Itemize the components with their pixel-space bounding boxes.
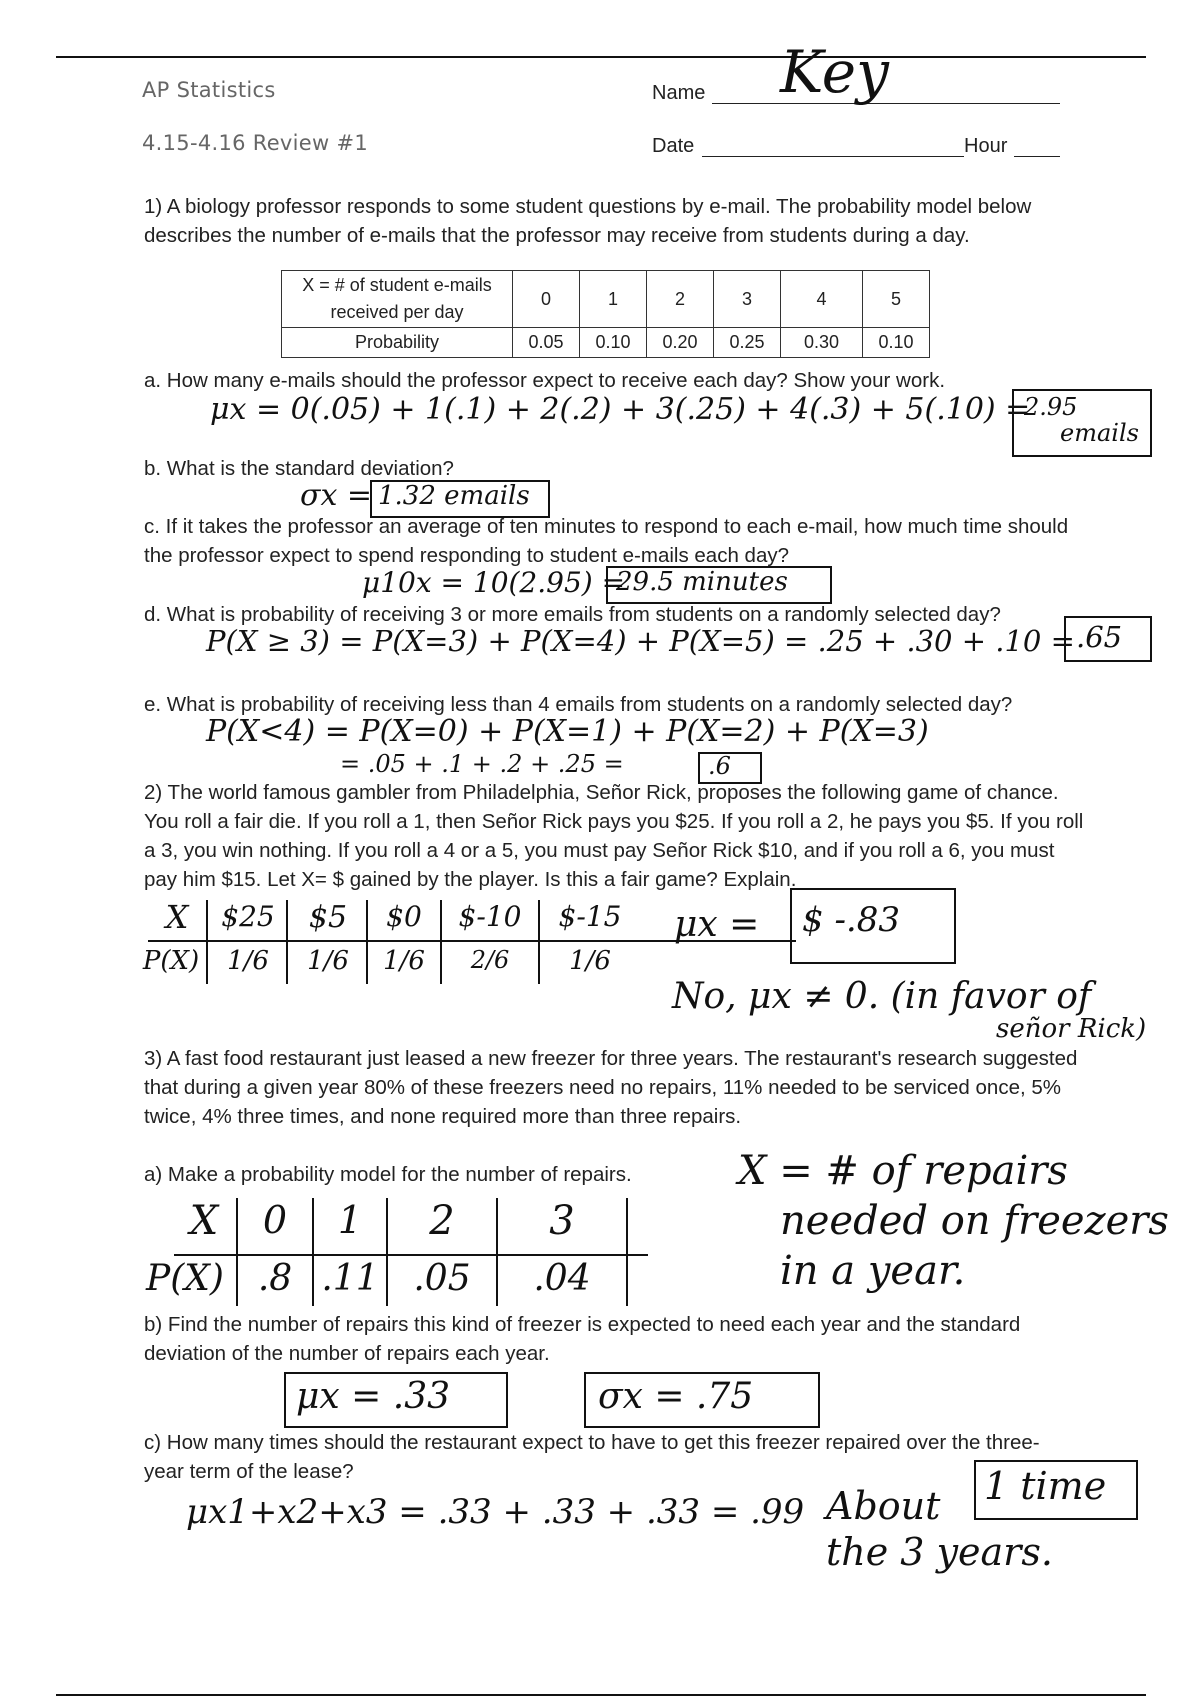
q1-table-p-header: Probability: [282, 328, 513, 358]
hour-label: Hour: [964, 135, 1008, 157]
q3c-work: μx1+x2+x3 = .33 + .33 + .33 = .99: [186, 1492, 805, 1532]
q1-p-cell: 0.10: [863, 328, 930, 358]
q3-p-cell: .04: [533, 1258, 591, 1299]
q1a-answer-unit: emails: [1060, 419, 1139, 447]
bottom-rule: [56, 1694, 1146, 1696]
q1-prompt-line1: 1) A biology professor responds to some student questions by e-mail. The probability model below: [144, 195, 1032, 218]
q1-prompt-line2: describes the number of e-mails that the professor may receive from students during a day.: [144, 224, 970, 247]
q3-prompt: [144, 1044, 1174, 1131]
q1a-answer-box: [1012, 389, 1152, 457]
q2-x-cell: $25: [221, 900, 275, 933]
name-label: Name: [652, 82, 706, 104]
q1-x-cell: 3: [714, 271, 781, 328]
review-title: 4.15-4.16 Review #1: [142, 131, 369, 155]
q1c-prompt-line2: the professor expect to spend responding to student e-mails each day?: [144, 544, 790, 567]
q2-p-cell: 1/6: [569, 946, 611, 976]
q1d-answer: .65: [1076, 620, 1123, 654]
q3-x-label: X: [189, 1198, 219, 1244]
q1e-work2: = .05 + .1 + .2 + .25 =: [340, 750, 624, 778]
q2-x-cell: $-10: [458, 900, 522, 933]
q3-definition: [738, 1146, 1169, 1296]
q1b-answer: 1.32 emails: [378, 481, 530, 511]
q2-conclusion: No, μx ≠ 0. (in favor of: [672, 976, 1092, 1017]
q3b-sigma: σx = .75: [598, 1376, 754, 1417]
q1-x-cell: 5: [863, 271, 930, 328]
q1e-work1: P(X<4) = P(X=0) + P(X=1) + P(X=2) + P(X=3): [206, 714, 929, 749]
q3-definition-line1: X = # of repairs: [738, 1148, 1068, 1194]
q3c-prompt-line1: c) How many times should the restaurant expect to have to get this freezer repaired over the three-: [144, 1431, 1040, 1454]
q3c-answer-pre: About: [826, 1484, 941, 1528]
q3-p-cell: .11: [321, 1258, 379, 1299]
q1-table-x-header: [282, 271, 513, 328]
q2-mu-answer-box: [790, 888, 956, 964]
q1-p-cell: 0.10: [580, 328, 647, 358]
q3b-sigma-box: [584, 1372, 820, 1428]
q1-x-header-line1: X = # of student e-mails: [302, 275, 492, 295]
q1b-lhs: σx =: [300, 478, 373, 513]
q1-x-cell: 4: [781, 271, 863, 328]
q3-probability-table: [134, 1196, 664, 1308]
q2-table-vline: [286, 900, 288, 984]
q3b-mu: μx = .33: [296, 1376, 451, 1417]
q1-p-cell: 0.30: [781, 328, 863, 358]
q3-table-hline: [174, 1254, 648, 1256]
q3b-mu-box: [284, 1372, 508, 1428]
q3b-prompt: [144, 1310, 1164, 1368]
q3-x-cell: 2: [429, 1198, 455, 1244]
q2-conclusion2: señor Rick): [996, 1014, 1147, 1044]
q2-p-cell: 1/6: [227, 946, 269, 976]
q2-prompt-line3: a 3, you win nothing. If you roll a 4 or a 5, you must pay Señor Rick $10, and if you roll a 6, you must: [144, 839, 1055, 862]
q2-x-cell: $-15: [558, 900, 622, 933]
q1c-answer: 29.5 minutes: [616, 567, 788, 597]
q1-x-header-line2: received per day: [330, 302, 464, 322]
date-label: Date: [652, 135, 695, 157]
q2-table-vline: [206, 900, 208, 984]
q2-x-label: X: [165, 898, 189, 936]
q1-x-cell: 1: [580, 271, 647, 328]
q2-mu-lhs: μx =: [674, 904, 760, 945]
q2-p-cell: 2/6: [470, 946, 510, 974]
q3c-answer-box: [974, 1460, 1138, 1520]
q1c-prompt-line1: c. If it takes the professor an average of ten minutes to respond to each e-mail, how much time should: [144, 515, 1069, 538]
q1c-answer-box: [606, 566, 832, 604]
q3-prompt-line3: twice, 4% three times, and none required more than three repairs.: [144, 1105, 742, 1128]
q1a-prompt: a. How many e-mails should the professor expect to receive each day? Show your work.: [144, 369, 946, 392]
q3-prompt-line1: 3) A fast food restaurant just leased a new freezer for three years. The restaurant's research suggested: [144, 1047, 1078, 1070]
q3-x-cell: 0: [262, 1198, 288, 1242]
q3-definition-line3: in a year.: [780, 1248, 966, 1294]
q2-prompt: [144, 778, 1174, 894]
q1e-prompt: e. What is probability of receiving less than 4 emails from students on a randomly selected day?: [144, 693, 1013, 716]
q3c-prompt-line2: year term of the lease?: [144, 1460, 354, 1483]
q3-p-cell: .05: [413, 1258, 471, 1299]
q1-probability-table: [281, 270, 930, 358]
q2-x-cell: $0: [386, 900, 422, 933]
q3a-prompt: a) Make a probability model for the number of repairs.: [144, 1163, 632, 1186]
q2-p-cell: 1/6: [307, 946, 349, 976]
q3-table-vline: [626, 1198, 628, 1306]
q3-p-label: P(X): [146, 1258, 224, 1299]
q3-definition-line2: needed on freezers: [780, 1198, 1169, 1244]
q1b-prompt: b. What is the standard deviation?: [144, 457, 454, 480]
q2-prompt-line1: 2) The world famous gambler from Philadelphia, Señor Rick, proposes the following game of chance.: [144, 781, 1059, 804]
q2-x-cell: $5: [308, 900, 348, 935]
name-value: Key: [780, 38, 889, 106]
q1a-work: μx = 0(.05) + 1(.1) + 2(.2) + 3(.25) + 4(.3) + 5(.10) =: [210, 392, 1031, 427]
q3-p-cell: .8: [257, 1258, 293, 1299]
q2-prompt-line2: You roll a fair die. If you roll a 1, then Señor Rick pays you $25. If you roll a 2, he pays you $5. If you roll: [144, 810, 1084, 833]
q1e-answer: .6: [708, 752, 731, 780]
q1-p-cell: 0.05: [513, 328, 580, 358]
q3b-prompt-line1: b) Find the number of repairs this kind of freezer is expected to need each year and the standard: [144, 1313, 1021, 1336]
q2-p-label: P(X): [142, 946, 200, 976]
q3c-answer-post: the 3 years.: [826, 1530, 1053, 1574]
q3-x-cell: 1: [337, 1198, 363, 1242]
q3-x-cell: 3: [549, 1198, 575, 1244]
q3-prompt-line2: that during a given year 80% of these freezers need no repairs, 11% needed to be serviced once, 5%: [144, 1076, 1062, 1099]
q1c-work: μ10x = 10(2.95) =: [362, 566, 626, 599]
q1d-answer-box: [1064, 616, 1152, 662]
q1-p-cell: 0.25: [714, 328, 781, 358]
q1-x-cell: 0: [513, 271, 580, 328]
q3b-prompt-line2: deviation of the number of repairs each year.: [144, 1342, 550, 1365]
top-rule: [56, 56, 1146, 58]
course-title: AP Statistics: [142, 78, 276, 102]
q2-mu-answer: $ -.83: [802, 900, 900, 940]
hour-line: [1014, 156, 1060, 157]
q2-probability-table: [140, 896, 660, 986]
q1d-work: P(X ≥ 3) = P(X=3) + P(X=4) + P(X=5) = .25 + .30 + .10 =: [206, 624, 1075, 658]
q1-p-cell: 0.20: [647, 328, 714, 358]
q3c-answer-box-text: 1 time: [984, 1464, 1107, 1508]
q1d-prompt: d. What is probability of receiving 3 or more emails from students on a randomly selected day?: [144, 603, 1001, 626]
date-line: [702, 156, 964, 157]
q2-prompt-line4: pay him $15. Let X= $ gained by the player. Is this a fair game? Explain.: [144, 868, 797, 891]
q1c-prompt: [144, 512, 1164, 570]
q1-x-cell: 2: [647, 271, 714, 328]
q1-prompt: [144, 192, 1154, 250]
q2-p-cell: 1/6: [383, 946, 425, 976]
q1a-answer-num: 2.95: [1024, 393, 1078, 421]
